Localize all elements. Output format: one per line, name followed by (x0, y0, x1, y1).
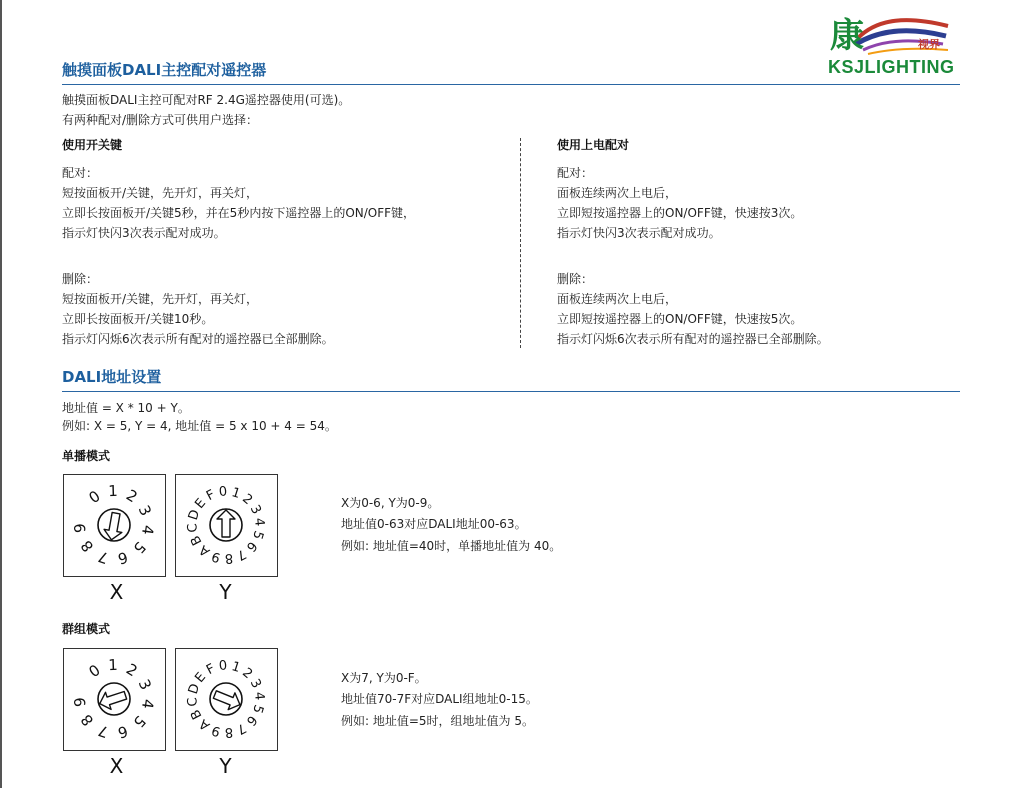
dial-digit: 0 (218, 658, 228, 674)
dial-digit: 8 (224, 724, 234, 740)
logo-brand-glyph: 康 (830, 16, 864, 56)
dial-digit: 0 (218, 484, 228, 500)
group-line-2: 地址值70-7F对应DALI组地址0-15。 (341, 692, 538, 706)
page-left-border (0, 0, 2, 788)
dial-digit: 7 (95, 547, 111, 568)
unicast-y-rotary-switch (175, 474, 278, 577)
group-y-label: Y (219, 754, 232, 778)
dial-digit: 5 (129, 712, 150, 732)
power-delete-line-3: 指示灯闪烁6次表示所有配对的遥控器已全部删除。 (557, 332, 829, 346)
group-line-1: X为7, Y为0-F。 (341, 671, 427, 685)
power-pair-line-2: 立即短按遥控器上的ON/OFF键，快速按3次。 (557, 206, 803, 220)
dial-digit: 0 (85, 660, 104, 682)
dial-digit: 2 (239, 665, 256, 683)
power-pair-label: 配对： (557, 166, 594, 180)
dial-digit: 6 (242, 538, 260, 555)
power-pair-line-1: 面板连续两次上电后， (557, 186, 678, 200)
dial-digit: A (196, 541, 214, 559)
dial-digit: 9 (70, 522, 90, 534)
dial-digit: F (204, 487, 218, 505)
dial-digit: 4 (138, 697, 158, 710)
dial-digit: E (192, 669, 210, 686)
dial-digit: 7 (234, 719, 249, 737)
dial-digit: 5 (249, 528, 266, 542)
dial-digit: 8 (224, 550, 234, 566)
unicast-x-rotary-switch (63, 474, 166, 577)
switch-delete-line-2: 立即长按面板开/关键10秒。 (62, 312, 214, 326)
dial-digit: 6 (242, 712, 260, 729)
dial-digit: 3 (134, 502, 155, 519)
dial-digit: 9 (70, 696, 90, 708)
power-on-heading: 使用上电配对 (557, 138, 630, 152)
switch-delete-line-1: 短按面板开/关键，先开灯，再关灯， (62, 292, 259, 306)
switch-pair-line-1: 短按面板开/关键，先开灯，再关灯， (62, 186, 259, 200)
dial-digit: 8 (77, 536, 98, 556)
unicast-x-label: X (109, 580, 124, 604)
dial-digit: B (187, 532, 206, 548)
dial-digit: 1 (229, 659, 243, 676)
address-example: 例如: X = 5, Y = 4, 地址值 = 5 x 10 + 4 = 54。 (62, 419, 337, 433)
dial-digit: C (185, 696, 201, 708)
dial-digit: 1 (229, 485, 243, 502)
dial-digit: 5 (249, 702, 266, 716)
address-formula: 地址值 = X * 10 + Y。 (62, 401, 190, 415)
group-heading: 群组模式 (62, 622, 111, 636)
dial-digit: F (204, 661, 218, 679)
dial-digit: 6 (115, 721, 130, 742)
dial-digit: D (185, 508, 204, 523)
address-section-title: DALI地址设置 (62, 368, 162, 386)
power-pair-line-3: 指示灯快闪3次表示配对成功。 (557, 226, 721, 240)
brand-logo (828, 8, 960, 80)
dial-digit: 4 (251, 517, 267, 527)
dial-digit: 3 (134, 676, 155, 693)
switch-pair-line-3: 指示灯快闪3次表示配对成功。 (62, 226, 226, 240)
column-divider (520, 138, 521, 348)
dial-digit: 3 (246, 676, 264, 691)
unicast-line-1: X为0-6, Y为0-9。 (341, 496, 440, 510)
dial-digit: 4 (138, 523, 158, 536)
dial-digit: 9 (209, 722, 223, 739)
pairing-intro-line-1: 触摸面板DALI主控可配对RF 2.4G遥控器使用(可选)。 (62, 93, 351, 107)
power-delete-line-1: 面板连续两次上电后， (557, 292, 678, 306)
dial-digit: 2 (239, 491, 256, 509)
dial-digit: 6 (115, 547, 130, 568)
switch-pair-label: 配对： (62, 166, 99, 180)
pairing-intro-line-2: 有两种配对/删除方式可供用户选择： (62, 113, 259, 127)
unicast-y-label: Y (219, 580, 232, 604)
dial-digit: 8 (77, 710, 98, 730)
dial-digit: 1 (107, 481, 119, 501)
address-title-rule (62, 391, 960, 392)
group-x-label: X (109, 754, 124, 778)
dial-digit: 5 (129, 538, 150, 558)
unicast-line-2: 地址值0-63对应DALI地址00-63。 (341, 517, 527, 531)
pairing-title-rule (62, 84, 960, 85)
switch-pair-line-2: 立即长按面板开/关键5秒，并在5秒内按下遥控器上的ON/OFF键， (62, 206, 416, 220)
dial-digit: E (192, 495, 210, 512)
dial-digit: 7 (234, 545, 249, 563)
dial-digit: 7 (95, 721, 111, 742)
dial-digit: 3 (246, 502, 264, 517)
switch-delete-line-3: 指示灯闪烁6次表示所有配对的遥控器已全部删除。 (62, 332, 334, 346)
switch-key-heading: 使用开关键 (62, 138, 123, 152)
dial-digit: B (187, 706, 206, 722)
dial-digit: 0 (85, 486, 104, 508)
dial-digit: 2 (123, 485, 141, 507)
dial-digit: C (185, 522, 201, 534)
power-delete-label: 删除： (557, 272, 594, 286)
group-x-rotary-switch (63, 648, 166, 751)
dial-digit: 4 (251, 691, 267, 701)
dial-digit: 2 (123, 659, 141, 681)
dial-digit: D (185, 682, 204, 697)
logo-sub-glyph: 视界 (918, 38, 940, 51)
group-y-rotary-switch (175, 648, 278, 751)
dial-digit: 1 (107, 655, 119, 675)
pairing-section-title: 触摸面板DALI主控配对遥控器 (62, 61, 267, 79)
unicast-line-3: 例如: 地址值=40时，单播地址值为 40。 (341, 539, 562, 553)
switch-delete-label: 删除： (62, 272, 99, 286)
unicast-heading: 单播模式 (62, 449, 111, 463)
dial-digit: A (196, 715, 214, 733)
power-delete-line-2: 立即短按遥控器上的ON/OFF键，快速按5次。 (557, 312, 803, 326)
group-line-3: 例如: 地址值=5时，组地址值为 5。 (341, 714, 534, 728)
dial-digit: 9 (209, 548, 223, 565)
logo-text: KSJLIGHTING (828, 57, 955, 77)
